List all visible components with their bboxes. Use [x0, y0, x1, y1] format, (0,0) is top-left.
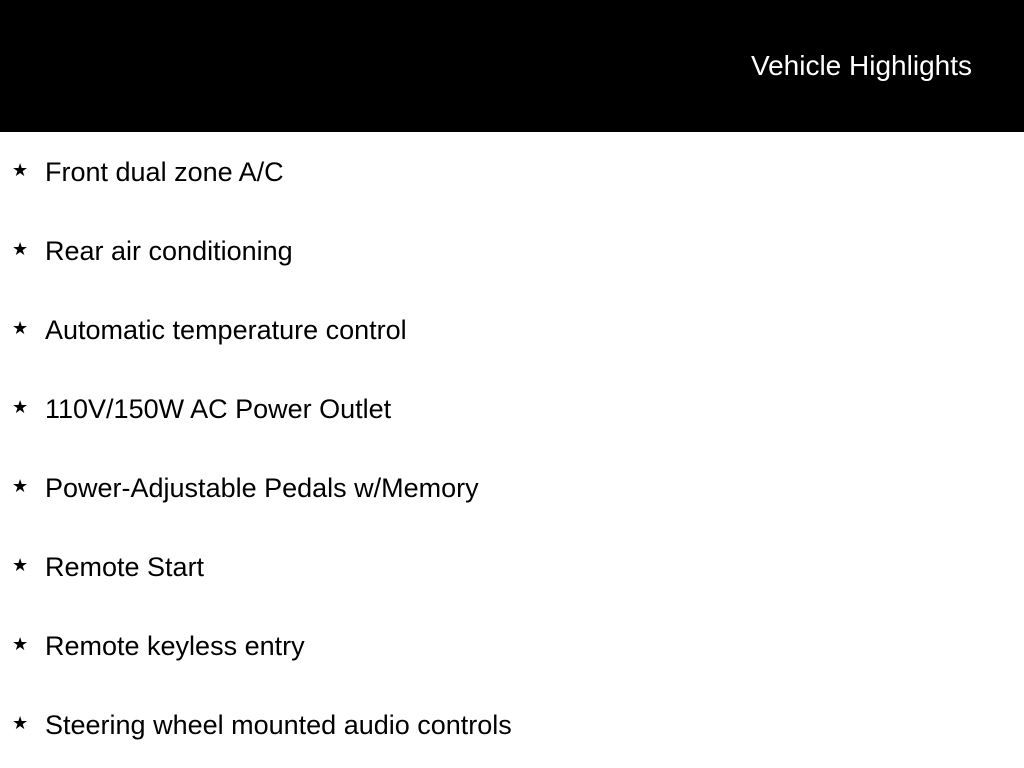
star-icon: ★: [12, 239, 29, 259]
list-item: [0, 551, 1024, 630]
star-icon: ★: [12, 397, 29, 417]
highlight-label: Steering wheel mounted audio controls: [45, 710, 512, 740]
highlight-label: Power-Adjustable Pedals w/Memory: [45, 473, 479, 503]
star-icon: ★: [12, 713, 29, 733]
highlights-list: [0, 156, 1024, 768]
highlight-label: Automatic temperature control: [45, 315, 407, 345]
list-item: [0, 630, 1024, 709]
star-icon: ★: [12, 318, 29, 338]
highlight-label: 110V/150W AC Power Outlet: [45, 394, 392, 424]
list-item: [0, 472, 1024, 551]
list-item: [0, 709, 1024, 768]
list-item: [0, 314, 1024, 393]
star-icon: ★: [12, 555, 29, 575]
page-title: Vehicle Highlights: [750, 50, 972, 81]
highlight-label: Remote Start: [45, 552, 205, 582]
list-item: [0, 235, 1024, 314]
highlight-label: Front dual zone A/C: [45, 157, 284, 187]
list-item: [0, 393, 1024, 472]
header-bar: [0, 0, 1024, 132]
highlight-label: Remote keyless entry: [45, 631, 305, 661]
star-icon: ★: [12, 160, 29, 180]
star-icon: ★: [12, 476, 29, 496]
highlight-label: Rear air conditioning: [45, 236, 293, 266]
star-icon: ★: [12, 634, 29, 654]
list-item: [0, 156, 1024, 235]
